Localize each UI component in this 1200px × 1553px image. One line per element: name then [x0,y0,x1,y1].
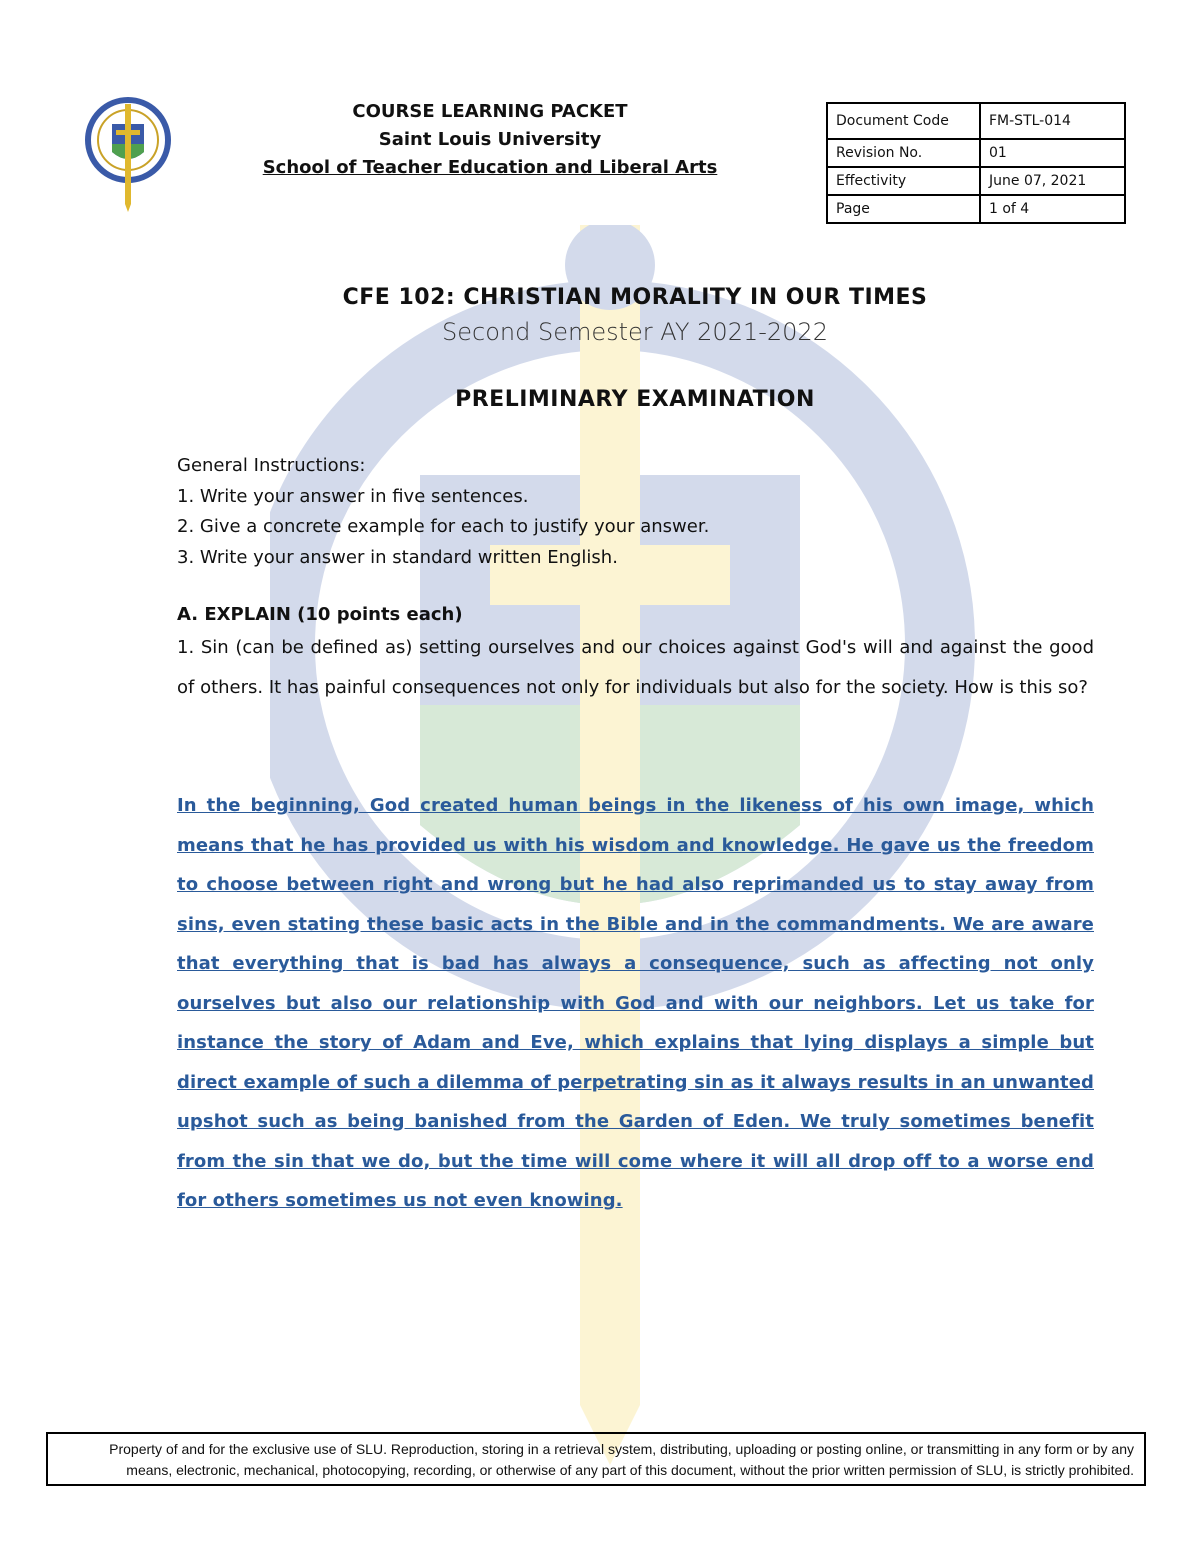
copyright-footer [46,1432,1146,1486]
semester-subtitle: Second Semester AY 2021-2022 [442,318,828,346]
answer-text: In the beginning, God created human beings in the likeness of his own image, which means that he has provided us with his wisdom and knowledge. He gave us the freedom to choose between right and wrong but he had also reprimanded us to stay away from sins, even stating these basic acts in the Bible and in the commandments. We are aware that everything that is bad has always a consequence, such as affecting not only ourselves but also our relationship with God and with our neighbors. Let us take for instance the story of Adam and Eve, which explains that lying displays a simple but direct example of such a dilemma of perpetrating sin as it always results in an unwanted upshot such as being banished from the Garden of Eden. We truly sometimes benefit from the sin that we do, but the time will come where it will all drop off to a worse end for others sometimes us not even knowing. [177,795,1094,1211]
table-row [827,195,1125,223]
footer-line-2: means, electronic, mechanical, photocopying, recording, or otherwise of any part of this document, without the prior written permission of SLU, is strictly prohibited. [126,1462,1134,1478]
instruction-item: 3. Write your answer in standard written English. [177,546,618,568]
course-title: CFE 102: CHRISTIAN MORALITY IN OUR TIMES [342,285,928,310]
table-row [827,103,1125,139]
header [230,98,750,182]
page-label: Page [827,195,980,223]
slu-logo [82,96,174,212]
revision-label: Revision No. [827,139,980,167]
document-info-table [826,102,1126,224]
general-instructions [177,451,1094,573]
effectivity-label: Effectivity [827,167,980,195]
doc-code-value: FM-STL-014 [980,103,1125,139]
header-university: Saint Louis University [378,129,602,150]
revision-value: 01 [980,139,1125,167]
instruction-item: 2. Give a concrete example for each to justify your answer. [177,516,710,537]
table-row [827,139,1125,167]
instructions-heading: General Instructions: [177,455,366,476]
effectivity-value: June 07, 2021 [980,167,1125,195]
section-heading: A. EXPLAIN (10 points each) [177,604,463,625]
exam-title: PRELIMINARY EXAMINATION [455,387,815,412]
header-title: COURSE LEARNING PACKET [352,101,628,122]
instruction-item: 1. Write your answer in five sentences. [177,485,529,507]
table-row [827,167,1125,195]
doc-code-label: Document Code [827,103,980,139]
page-value: 1 of 4 [980,195,1125,223]
footer-line-1: Property of and for the exclusive use of SLU. Reproduction, storing in a retrieval system, distributing, uploading or posting online, or transmitting in any form or by any [109,1441,1134,1457]
header-school: School of Teacher Education and Liberal Arts [262,157,718,178]
question-text: 1. Sin (can be defined as) setting ourselves and our choices against God's will and against the good of others. It has painful consequences not only for individuals but also for the society. How is this so? [177,637,1094,698]
